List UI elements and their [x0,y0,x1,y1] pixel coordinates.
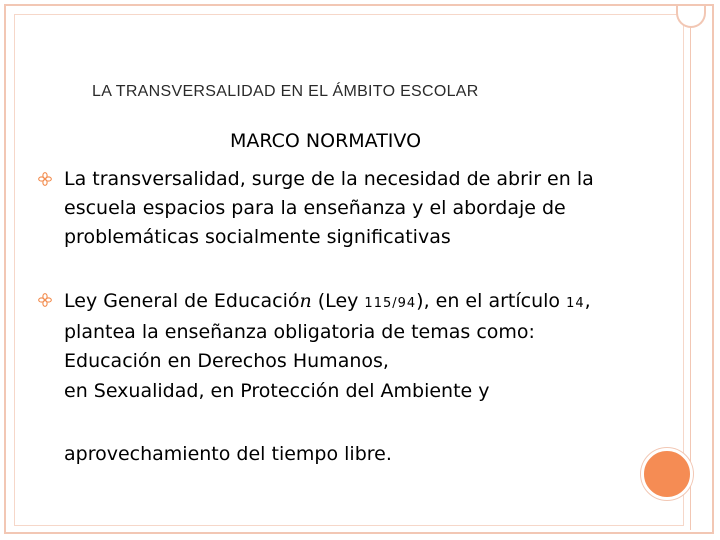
flower-bullet-icon [38,172,52,186]
decorative-vertical-line [690,10,691,530]
section-title: MARCO NORMATIVO [230,130,422,152]
bullet-2-text-c: ), en el artículo [416,290,567,312]
law-number: 115/94 [364,296,417,311]
bullet-2-continuation-2: aprovechamiento del tiempo libre. [64,443,392,465]
flower-bullet-icon [38,293,52,307]
bullet-2-italic: n [299,290,312,312]
bullet-2-text-a: Ley General de Educació [64,290,300,312]
bullet-2-text-b: (Ley [311,290,365,312]
bullet-item-2 [64,287,624,376]
slide-header: LA TRANSVERSALIDAD EN EL ÁMBITO ESCOLAR [92,83,479,100]
article-number: 14 [566,296,585,311]
bullet-item-1: La transversalidad, surge de la necesidad de abrir en la escuela espacios para la enseñanza y el abordaje de problemáticas socialmente significativas [64,168,594,248]
bullet-2-continuation-1: en Sexualidad, en Protección del Ambiente y [64,380,490,402]
bullet-2-text-d: , plantea la enseñanza obligatoria de temas como: Educación en Derechos Humanos, [64,290,591,372]
decorative-orange-circle [641,448,693,500]
